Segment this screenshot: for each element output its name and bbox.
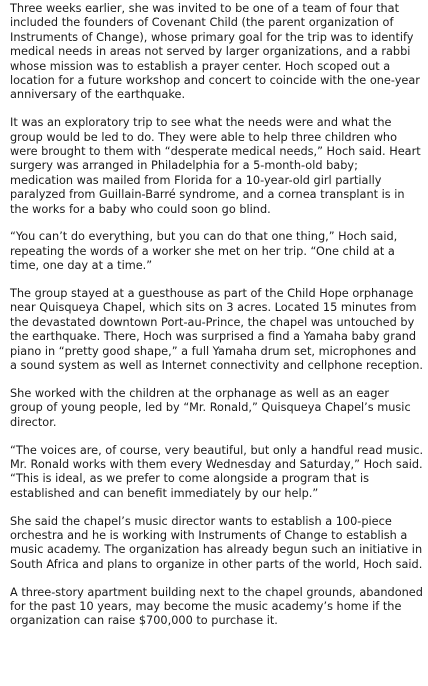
article-paragraph-8: A three-story apartment building next to the chapel grounds, abandoned for the past 10 years, may become the music academy’s home if the organization can raise $700,000 to purchase it. [10, 585, 423, 628]
article-paragraph-6: “The voices are, of course, very beautiful, but only a handful read music. Mr. Ronald works with them every Wednesday and Saturday,” Hoch said. “This is ideal, as we prefer to come alongside a program that is established and can benefit immediately by our help.” [10, 443, 424, 500]
article-paragraph-5: She worked with the children at the orphanage as well as an eager group of young people, led by “Mr. Ronald,” Quisqueya Chapel’s music director. [10, 386, 411, 429]
article-paragraph-1: Three weeks earlier, she was invited to be one of a team of four that included the founders of Covenant Child (the parent organization of Instruments of Change), whose primary goal for the trip was to identify medical needs in areas not served by larger organizations, and a rabbi whose mission was to establish a prayer center. Hoch scoped out a location for a future workshop and concert to coincide with the one-year anniversary of the earthquake. [10, 2, 420, 102]
article-paragraph-4: The group stayed at a guesthouse as part of the Child Hope orphanage near Quisqueya Chapel, which sits on 3 acres. Located 15 minutes from the devastated downtown Port-au-Prince, the chapel was untouched by the earthquake. There, Hoch was surprised a find a Yamaha baby grand piano in “pretty good shape,” a full Yamaha drum set, microphones and a sound system as well as Internet connectivity and cellphone reception. [10, 287, 423, 373]
article-paragraph-2: It was an exploratory trip to see what the needs were and what the group would be led to do. They were able to help three children who were brought to them with “desperate medical needs,” Hoch said. Heart surgery was arranged in Philadelphia for a 5-month-old baby; medication was mailed from Florida for a 10-year-old girl partially paralyzed from Guillain-Barré syndrome, and a cornea transplant is in the works for a baby who could soon go blind. [10, 116, 421, 216]
article-paragraph-7: She said the chapel’s music director wants to establish a 100-piece orchestra and he is working with Instruments of Change to establish a music academy. The organization has already begun such an initiative in South Africa and plans to organize in other parts of the world, Hoch said. [10, 514, 423, 571]
article-paragraph-3: “You can’t do everything, but you can do that one thing,” Hoch said, repeating the words of a worker she met on her trip. “One child at a time, one day at a time.” [10, 230, 398, 273]
